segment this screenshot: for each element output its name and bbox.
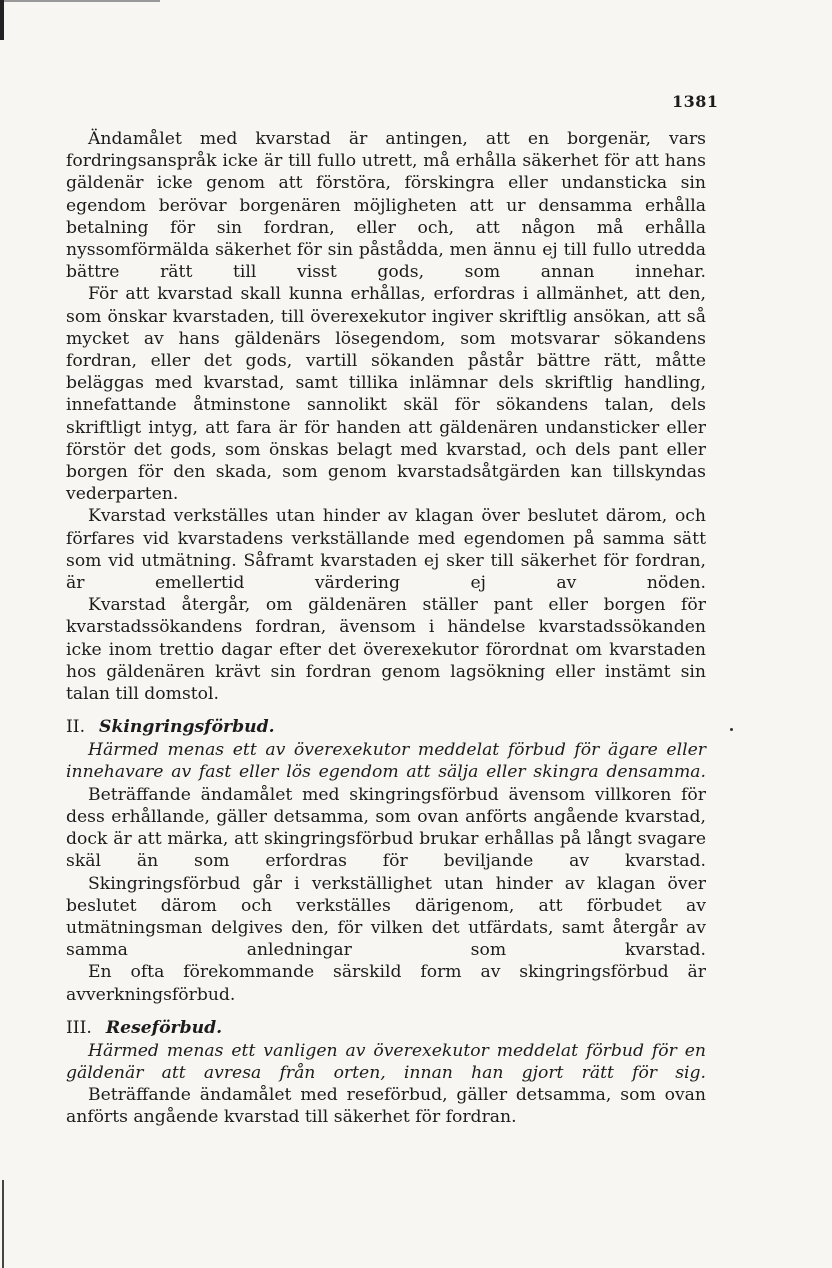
paragraph-skingring-execution: Skingringsförbud går i verkställighet utan hinder av klagan över beslutet därom och verkställes därigenom, att förbudet av utmätningsman delgives den, för vilken det utfärdats, samt återgår av samma anledningar som kvarstad. [66,873,706,961]
paragraph-rese-purpose: Beträffande ändamålet med reseförbud, gäller detsamma, som ovan anförts angående kvarstad till säkerhet för fordran. [66,1085,706,1128]
paragraph-kvarstad-reversal: Kvarstad återgår, om gäldenären ställer pant eller borgen för kvarstadssökandens fordran, ävensom i händelse kvarstadssökanden icke inom trettio dagar efter det överexekutor förordnat om kvarstaden hos gäldenären krävt sin fordran genom lagsökning eller instämt sin talan till domstol. [66,595,706,705]
paragraph-avverkningsforbud: En ofta förekommande särskild form av skingringsförbud är avverkningsförbud. [66,962,706,1005]
scan-top-edge-line [0,0,160,2]
scan-edge-mark [0,0,4,40]
scan-speck [730,728,733,731]
paragraph-kvarstad-purpose: Ändamålet med kvarstad är antingen, att en borgenär, vars fordringsanspråk icke är till fullo utrett, må erhålla säkerhet för att hans gäldenär icke genom att förstöra, förskingra eller undansticka sin egendom berövar borgenären möjligheten att ur densamma erhålla betalning för sin fordran, eller och, att någon må erhålla nyssomförmälda säkerhet för sin påstådda, men ännu ej till fullo utredda bättre rätt till visst gods, som annan innehar. [66,129,706,283]
paragraph-skingring-purpose: Beträffande ändamålet med skingringsförbud ävensom villkoren för dess erhållande, gäller detsamma, som ovan anförts angående kvarstad, dock är att märka, att skingringsförbud brukar erhållas på långt svagare skäl än som erfordras för beviljande av kvarstad. [66,784,706,872]
paragraph-rese-definition: Härmed menas ett vanligen av överexekutor meddelat förbud för en gäldenär att avresa från orten, innan han gjort rätt för sig. [66,1040,706,1083]
page-body [66,128,706,1129]
section-number: II. [66,717,86,738]
section-heading-skingringsforbud [66,715,706,739]
scan-left-rule [2,1180,4,1268]
section-title: Reseförbud. [105,1017,223,1038]
paragraph-skingring-definition: Härmed menas ett av överexekutor meddelat förbud för ägare eller innehavare av fast eller lös egendom att sälja eller skingra densamma. [66,740,706,783]
paragraph-kvarstad-execution: Kvarstad verkställes utan hinder av klagan över beslutet därom, och förfares vid kvarstadens verkställande med egendomen på samma sätt som vid utmätning. Såframt kvarstaden ej sker till säkerhet för fordran, är emellertid värdering ej av nöden. [66,506,706,594]
page-number: 1381 [672,92,719,111]
section-title: Skingringsförbud. [99,717,275,738]
section-number: III. [66,1017,92,1038]
paragraph-kvarstad-requirements: För att kvarstad skall kunna erhållas, erfordras i allmänhet, att den, som önskar kvarstaden, till överexekutor ingiver skriftlig ansökan, att så mycket av hans gäldenärs lösegendom, som motsvarar sökandens fordran, eller det gods, vartill sökanden påstår bättre rätt, måtte beläggas med kvarstad, samt tillika inlämnar dels skriftlig handling, innefattande åtminstone sannolikt skäl för sökandens talan, dels skriftligt intyg, att fara är för handen att gäldenären undansticker eller förstör det gods, som önskas belagt med kvarstad, och dels pant eller borgen för den skada, som genom kvarstadsåtgärden kan tillskyndas vederparten. [66,284,706,505]
section-heading-reseforbud [66,1016,706,1040]
